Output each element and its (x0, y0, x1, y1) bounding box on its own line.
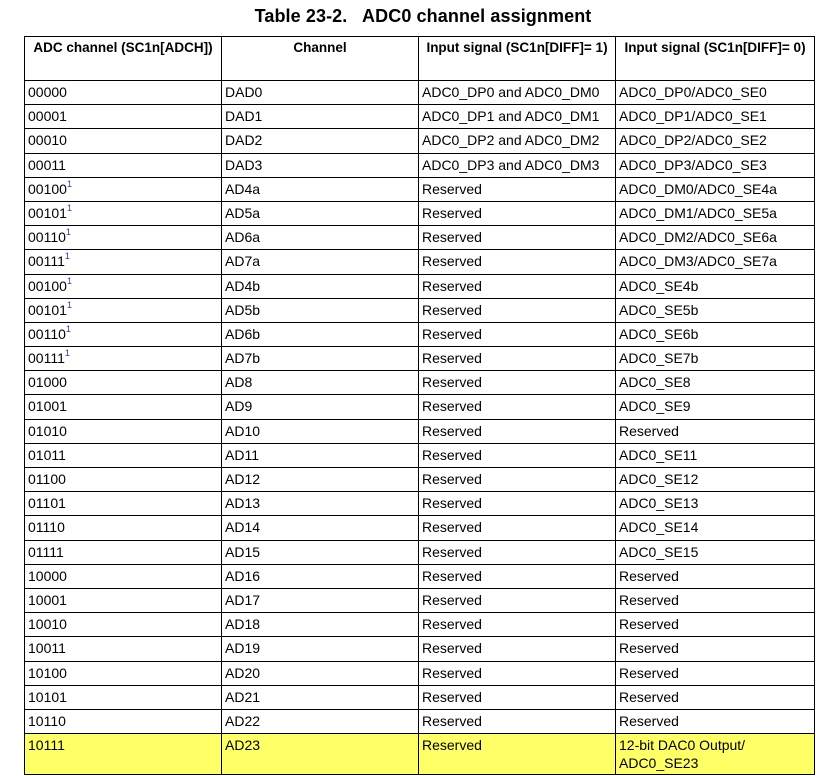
cell-input-signal-diff0: ADC0_DM0/ADC0_SE4a (616, 177, 815, 201)
table-header-row (25, 37, 815, 81)
cell-channel: AD23 (222, 734, 419, 775)
cell-adc-channel (25, 177, 222, 201)
cell-adc-channel (25, 492, 222, 516)
adc-channel-code: 10110 (28, 712, 66, 729)
cell-adc-channel (25, 613, 222, 637)
adc-channel-code: 00010 (28, 132, 67, 149)
cell-input-signal-diff0: ADC0_SE8 (616, 371, 815, 395)
cell-channel: DAD3 (222, 153, 419, 177)
cell-channel: DAD1 (222, 105, 419, 129)
cell-input-signal-diff0: ADC0_SE14 (616, 516, 815, 540)
footnote-marker[interactable]: 1 (64, 251, 70, 262)
cell-adc-channel (25, 153, 222, 177)
cell-input-signal-diff0: 12-bit DAC0 Output/ ADC0_SE23 (616, 734, 815, 775)
adc-channel-code: 01010 (28, 422, 67, 439)
cell-input-signal-diff0: ADC0_SE4b (616, 274, 815, 298)
adc-channel-code: 00110 (28, 325, 66, 342)
footnote-marker[interactable]: 1 (66, 178, 72, 189)
cell-input-signal-diff0: ADC0_SE13 (616, 492, 815, 516)
cell-input-signal-diff0: ADC0_SE7b (616, 347, 815, 371)
cell-input-signal-diff0: Reserved (616, 588, 815, 612)
adc-channel-code: 01101 (28, 495, 66, 512)
cell-channel: AD20 (222, 661, 419, 685)
cell-channel: AD17 (222, 588, 419, 612)
adc-channel-code: 01001 (28, 398, 67, 415)
cell-input-signal-diff0: ADC0_SE12 (616, 468, 815, 492)
table-row (25, 709, 815, 733)
cell-channel: AD12 (222, 468, 419, 492)
adc-channel-code: 00111 (28, 253, 65, 270)
cell-input-signal-diff1: ADC0_DP2 and ADC0_DM2 (419, 129, 616, 153)
cell-channel: AD8 (222, 371, 419, 395)
table-row (25, 177, 815, 201)
cell-adc-channel (25, 250, 222, 274)
cell-adc-channel (25, 443, 222, 467)
table-row (25, 637, 815, 661)
adc-channel-code: 10111 (28, 737, 65, 754)
cell-adc-channel (25, 226, 222, 250)
cell-adc-channel (25, 516, 222, 540)
table-row (25, 492, 815, 516)
adc0-channel-table (24, 36, 815, 775)
table-row (25, 395, 815, 419)
table-row (25, 419, 815, 443)
adc-channel-code: 00100 (28, 180, 67, 197)
cell-input-signal-diff0: ADC0_DP3/ADC0_SE3 (616, 153, 815, 177)
cell-input-signal-diff0: ADC0_SE11 (616, 443, 815, 467)
adc-channel-code: 00101 (28, 301, 67, 318)
table-row (25, 371, 815, 395)
cell-input-signal-diff1: Reserved (419, 613, 616, 637)
cell-input-signal-diff1: ADC0_DP3 and ADC0_DM3 (419, 153, 616, 177)
table-row (25, 685, 815, 709)
header-adc-channel: ADC channel (SC1n[ADCH]) (25, 37, 222, 81)
cell-input-signal-diff0: ADC0_DP0/ADC0_SE0 (616, 81, 815, 105)
adc-channel-code: 00001 (28, 108, 67, 125)
cell-adc-channel (25, 105, 222, 129)
cell-input-signal-diff0: Reserved (616, 661, 815, 685)
cell-channel: AD14 (222, 516, 419, 540)
adc-channel-code: 01000 (28, 374, 67, 391)
table-row (25, 153, 815, 177)
footnote-marker[interactable]: 1 (66, 299, 72, 310)
cell-adc-channel (25, 588, 222, 612)
cell-adc-channel (25, 637, 222, 661)
cell-input-signal-diff1: Reserved (419, 540, 616, 564)
cell-input-signal-diff0: ADC0_DM1/ADC0_SE5a (616, 201, 815, 225)
cell-input-signal-diff1: Reserved (419, 588, 616, 612)
table-row (25, 564, 815, 588)
table-row (25, 129, 815, 153)
cell-input-signal-diff0: ADC0_SE5b (616, 298, 815, 322)
cell-input-signal-diff1: Reserved (419, 492, 616, 516)
cell-input-signal-diff0: ADC0_SE6b (616, 322, 815, 346)
cell-adc-channel (25, 709, 222, 733)
footnote-marker[interactable]: 1 (65, 323, 71, 334)
cell-channel: AD18 (222, 613, 419, 637)
cell-input-signal-diff0: ADC0_SE15 (616, 540, 815, 564)
cell-channel: AD7b (222, 347, 419, 371)
cell-channel: AD5b (222, 298, 419, 322)
table-row (25, 540, 815, 564)
adc-channel-code: 00111 (28, 350, 65, 367)
cell-input-signal-diff0: ADC0_SE9 (616, 395, 815, 419)
cell-adc-channel (25, 540, 222, 564)
adc-channel-code: 10101 (28, 688, 67, 705)
cell-input-signal-diff1: Reserved (419, 371, 616, 395)
cell-input-signal-diff1: Reserved (419, 734, 616, 775)
cell-input-signal-diff1: Reserved (419, 347, 616, 371)
cell-adc-channel (25, 322, 222, 346)
table-title: Table 23-2. ADC0 channel assignment (254, 6, 592, 26)
cell-input-signal-diff1: Reserved (419, 709, 616, 733)
cell-adc-channel (25, 468, 222, 492)
cell-input-signal-diff1: Reserved (419, 468, 616, 492)
table-row (25, 516, 815, 540)
cell-channel: AD13 (222, 492, 419, 516)
cell-channel: AD16 (222, 564, 419, 588)
table-row (25, 443, 815, 467)
cell-channel: AD22 (222, 709, 419, 733)
adc-channel-code: 01110 (28, 519, 65, 536)
table-body (25, 81, 815, 775)
header-channel: Channel (222, 37, 419, 81)
cell-input-signal-diff1: Reserved (419, 274, 616, 298)
adc-channel-code: 00100 (28, 277, 67, 294)
cell-channel: AD21 (222, 685, 419, 709)
footnote-marker[interactable]: 1 (65, 227, 71, 238)
table-row (25, 347, 815, 371)
cell-channel: AD15 (222, 540, 419, 564)
cell-input-signal-diff1: Reserved (419, 564, 616, 588)
table-row (25, 81, 815, 105)
cell-input-signal-diff0: Reserved (616, 709, 815, 733)
cell-channel: AD6b (222, 322, 419, 346)
adc-channel-code: 10001 (28, 591, 67, 608)
cell-input-signal-diff1: Reserved (419, 322, 616, 346)
footnote-marker[interactable]: 1 (66, 202, 72, 213)
adc-channel-code: 00000 (28, 84, 67, 100)
cell-adc-channel (25, 661, 222, 685)
cell-input-signal-diff1: Reserved (419, 395, 616, 419)
footnote-marker[interactable]: 1 (64, 348, 70, 359)
cell-input-signal-diff1: Reserved (419, 443, 616, 467)
cell-adc-channel (25, 395, 222, 419)
cell-input-signal-diff0: ADC0_DP2/ADC0_SE2 (616, 129, 815, 153)
cell-adc-channel (25, 564, 222, 588)
table-row (25, 298, 815, 322)
adc-channel-code: 01111 (28, 543, 64, 560)
cell-channel: DAD0 (222, 81, 419, 105)
cell-channel: AD6a (222, 226, 419, 250)
cell-input-signal-diff1: ADC0_DP1 and ADC0_DM1 (419, 105, 616, 129)
adc-channel-code: 00101 (28, 204, 67, 221)
cell-input-signal-diff1: Reserved (419, 226, 616, 250)
cell-adc-channel (25, 419, 222, 443)
adc-channel-code: 01011 (28, 446, 66, 463)
cell-adc-channel (25, 734, 222, 775)
cell-input-signal-diff0: Reserved (616, 613, 815, 637)
adc-channel-code: 10100 (28, 664, 67, 681)
cell-adc-channel (25, 347, 222, 371)
cell-adc-channel (25, 274, 222, 298)
cell-input-signal-diff1: Reserved (419, 250, 616, 274)
table-row (25, 734, 815, 775)
cell-input-signal-diff1: ADC0_DP0 and ADC0_DM0 (419, 81, 616, 105)
cell-channel: AD10 (222, 419, 419, 443)
table-row (25, 468, 815, 492)
cell-input-signal-diff0: Reserved (616, 637, 815, 661)
cell-adc-channel (25, 129, 222, 153)
cell-input-signal-diff1: Reserved (419, 201, 616, 225)
cell-input-signal-diff0: Reserved (616, 685, 815, 709)
adc-channel-code: 01100 (28, 471, 66, 487)
table-row (25, 226, 815, 250)
cell-adc-channel (25, 81, 222, 105)
cell-channel: DAD2 (222, 129, 419, 153)
cell-input-signal-diff1: Reserved (419, 419, 616, 443)
cell-input-signal-diff1: Reserved (419, 661, 616, 685)
header-input-signal-diff1: Input signal (SC1n[DIFF]= 1) (419, 37, 616, 81)
cell-input-signal-diff1: Reserved (419, 177, 616, 201)
cell-input-signal-diff0: ADC0_DM3/ADC0_SE7a (616, 250, 815, 274)
table-row (25, 250, 815, 274)
table-row (25, 105, 815, 129)
adc-channel-code: 00011 (28, 156, 66, 173)
table-row (25, 588, 815, 612)
cell-channel: AD7a (222, 250, 419, 274)
cell-channel: AD11 (222, 443, 419, 467)
header-input-signal-diff0: Input signal (SC1n[DIFF]= 0) (616, 37, 815, 81)
cell-adc-channel (25, 685, 222, 709)
cell-channel: AD4a (222, 177, 419, 201)
cell-channel: AD9 (222, 395, 419, 419)
cell-input-signal-diff0: ADC0_DM2/ADC0_SE6a (616, 226, 815, 250)
table-row (25, 201, 815, 225)
cell-input-signal-diff1: Reserved (419, 516, 616, 540)
cell-channel: AD5a (222, 201, 419, 225)
table-row (25, 274, 815, 298)
cell-channel: AD4b (222, 274, 419, 298)
cell-input-signal-diff1: Reserved (419, 685, 616, 709)
adc-channel-code: 00110 (28, 229, 66, 246)
cell-input-signal-diff0: ADC0_DP1/ADC0_SE1 (616, 105, 815, 129)
cell-input-signal-diff0: Reserved (616, 419, 815, 443)
table-row (25, 661, 815, 685)
adc-channel-code: 10010 (28, 616, 67, 633)
cell-adc-channel (25, 371, 222, 395)
cell-channel: AD19 (222, 637, 419, 661)
cell-input-signal-diff0: Reserved (616, 564, 815, 588)
table-row (25, 322, 815, 346)
cell-input-signal-diff1: Reserved (419, 637, 616, 661)
table-row (25, 613, 815, 637)
adc-channel-code: 10011 (28, 640, 66, 657)
cell-input-signal-diff1: Reserved (419, 298, 616, 322)
cell-adc-channel (25, 298, 222, 322)
cell-adc-channel (25, 201, 222, 225)
adc-channel-code: 10000 (28, 567, 67, 584)
footnote-marker[interactable]: 1 (66, 275, 72, 286)
